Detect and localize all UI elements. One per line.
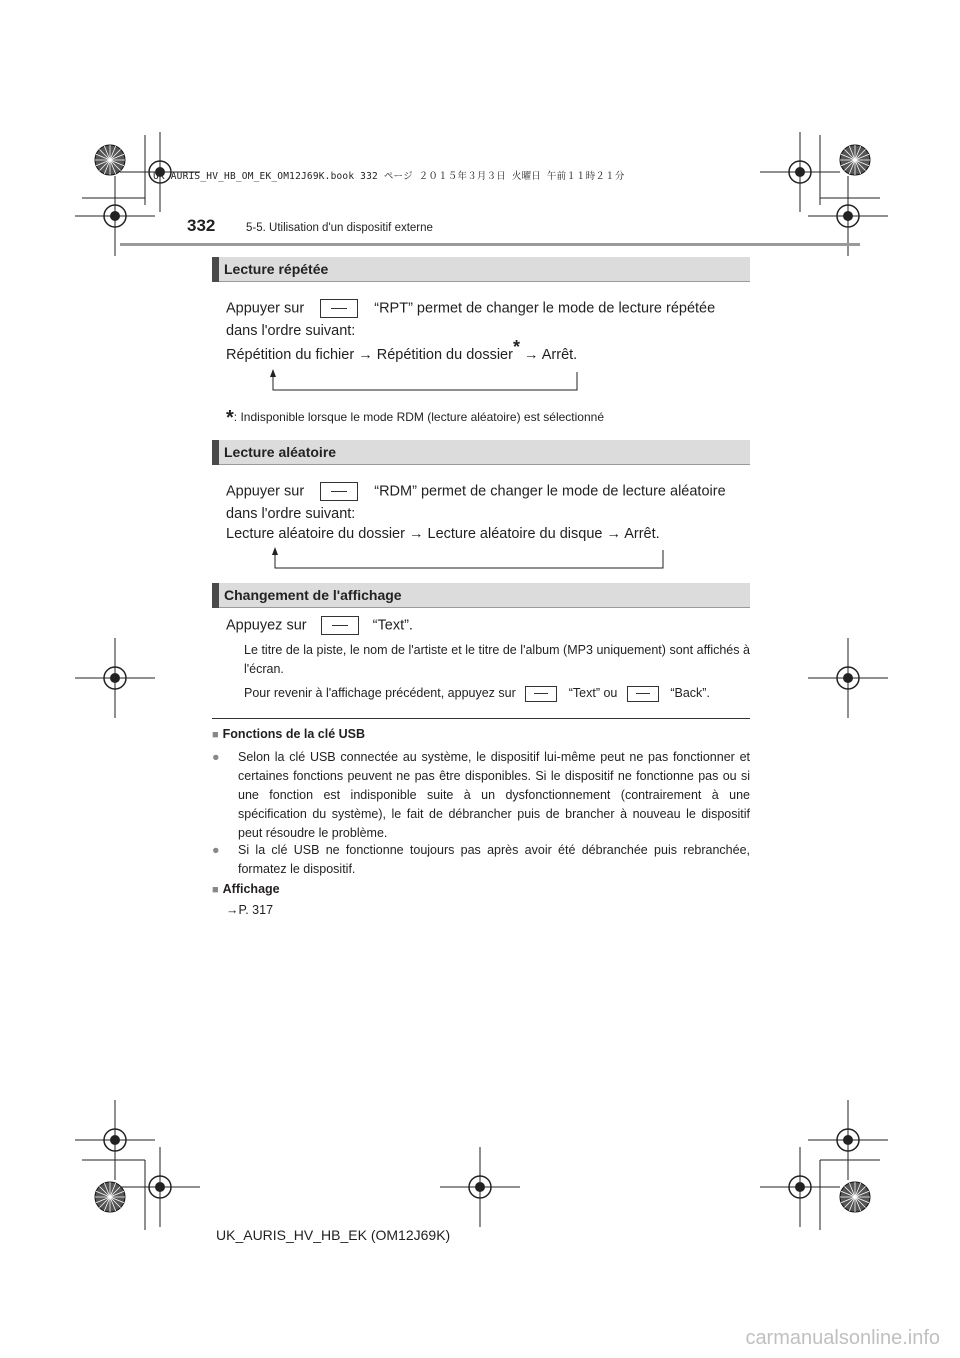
note-usb-title: ■ Fonctions de la clé USB	[212, 727, 365, 741]
random-line2: dans l'ordre suivant:	[226, 506, 356, 522]
page-number: 332	[187, 216, 216, 235]
random-line1: Appuyer sur “RDM” permet de changer le mode de lecture aléatoire	[226, 483, 726, 500]
display-back: Pour revenir à l'affichage précédent, appuyez sur “Text” ou “Back”.	[244, 686, 710, 700]
repeat-loop-arrow	[265, 368, 585, 396]
heading-random: Lecture aléatoire	[212, 440, 750, 465]
text-button-icon-small	[525, 686, 557, 702]
repeat-sequence: Répétition du fichier → Répétition du dossier* → Arrêt.	[226, 337, 578, 363]
header-rule	[120, 243, 860, 246]
rpt-button-icon	[320, 299, 358, 318]
note-affichage-ref: →P. 317	[226, 903, 274, 917]
display-description: Le titre de la piste, le nom de l'artiste et le titre de l'album (MP3 uniquement) sont affichés à l'écran.	[244, 643, 750, 676]
display-line1: Appuyez sur “Text”.	[226, 617, 413, 634]
text-button-icon	[321, 616, 359, 635]
section-title: 5-5. Utilisation d'un dispositif externe	[246, 222, 433, 234]
repeat-footnote: *: Indisponible lorsque le mode RDM (lecture aléatoire) est sélectionné	[226, 407, 604, 429]
heading-display: Changement de l'affichage	[212, 583, 750, 608]
rdm-button-icon	[320, 482, 358, 501]
note-bullet-2: ● Si la clé USB ne fonctionne toujours pas après avoir été débranchée puis rebranchée, formatez le dispositif.	[212, 843, 750, 876]
repeat-line1: Appuyer sur “RPT” permet de changer le mode de lecture répétée	[226, 300, 716, 317]
notes-rule	[212, 718, 750, 719]
watermark: carmanualsonline.info	[745, 1327, 940, 1349]
random-loop-arrow	[268, 546, 668, 574]
repeat-line2: dans l'ordre suivant:	[226, 323, 356, 339]
book-stamp: UK AURIS_HV_HB_OM_EK_OM12J69K.book 332 ページ ２０１５年３月３日 火曜日 午前１１時２１分	[153, 171, 625, 182]
note-affichage-title: ■ Affichage	[212, 882, 280, 896]
footer-code: UK_AURIS_HV_HB_EK (OM12J69K)	[216, 1227, 451, 1243]
note-bullet-1: ● Selon la clé USB connectée au système, le dispositif lui-même peut ne pas fonctionner et certaines fonctions peuvent ne pas être disponibles. Si le dispositif ne fonctionne pas ou si une fonction est indisponible suite à un dysfonctionnement (contrairement à une spécification du système), le fait de débrancher puis de brancher à nouveau le dispositif peut résoudre le problème.	[212, 750, 750, 840]
heading-repeat: Lecture répétée	[212, 257, 750, 282]
random-sequence: Lecture aléatoire du dossier → Lecture aléatoire du disque → Arrêt.	[226, 526, 660, 542]
back-button-icon-small	[627, 686, 659, 702]
